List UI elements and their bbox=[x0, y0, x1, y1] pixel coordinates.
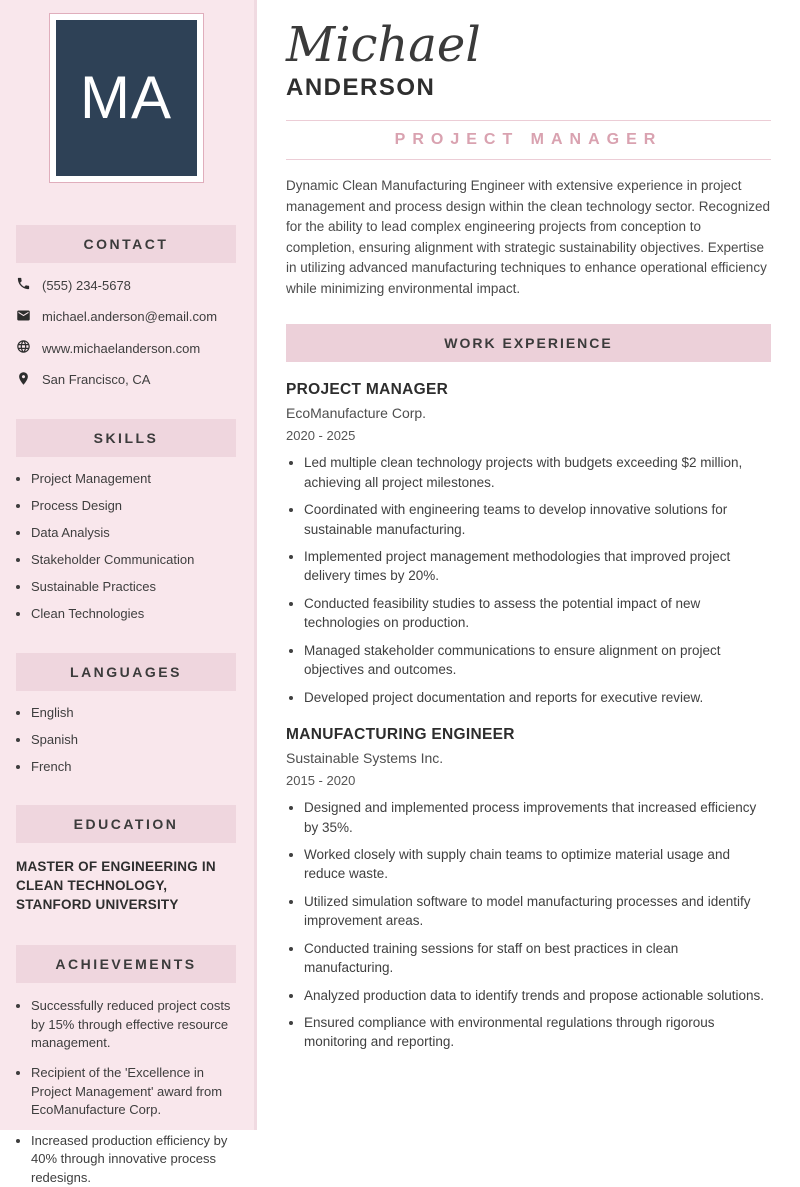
divider-bottom bbox=[286, 159, 771, 160]
contact-row-phone bbox=[16, 276, 236, 295]
contact-section-title: CONTACT bbox=[16, 225, 236, 263]
job-bullet: • Coordinated with engineering teams to develop innovative solutions for sustainable manufacturing. bbox=[304, 500, 771, 539]
contact-website-text: www.michaelanderson.com bbox=[42, 340, 201, 356]
job-dates: 2015 - 2020 bbox=[286, 773, 356, 789]
skill-item: • Sustainable Practices bbox=[31, 579, 236, 596]
language-item: • French bbox=[31, 759, 236, 776]
job-bullet: • Worked closely with supply chain teams to optimize material usage and reduce waste. bbox=[304, 845, 771, 884]
skill-item: • Process Design bbox=[31, 498, 236, 515]
avatar-monogram-box bbox=[56, 20, 197, 176]
globe-icon bbox=[16, 339, 31, 358]
job-company: Sustainable Systems Inc. bbox=[286, 750, 444, 767]
job-entry bbox=[286, 381, 771, 707]
work-experience-section-title: WORK EXPERIENCE bbox=[286, 324, 771, 362]
job-role: MANUFACTURING ENGINEER bbox=[286, 726, 515, 744]
education-section-title: EDUCATION bbox=[16, 805, 236, 843]
job-company: EcoManufacture Corp. bbox=[286, 405, 427, 422]
skills-list bbox=[16, 471, 236, 622]
professional-summary: Dynamic Clean Manufacturing Engineer with extensive experience in project management and process design within the clean technology sector. Recognized for the ability to lead complex engineering projects from conception to completion, ensuring alignment with strategic sustainability objectives. Expertise in utilizing advanced manufacturing techniques to enhance operational efficiency while minimizing environmental impact. bbox=[286, 178, 771, 296]
achievements-section-title: ACHIEVEMENTS bbox=[16, 945, 236, 983]
job-list bbox=[286, 381, 771, 1052]
job-bullet: • Implemented project management methodologies that improved project delivery times by 20%. bbox=[304, 547, 771, 586]
job-dates: 2020 - 2025 bbox=[286, 428, 356, 444]
education-degree: MASTER OF ENGINEERING IN CLEAN TECHNOLOGY, STANFORD UNIVERSITY bbox=[16, 859, 216, 913]
first-name: Michael bbox=[286, 17, 481, 73]
monogram-initials: MA bbox=[80, 64, 172, 131]
contact-phone-text: (555) 234-5678 bbox=[42, 277, 131, 293]
job-title-banner: PROJECT MANAGER bbox=[394, 131, 663, 149]
skill-item: • Project Management bbox=[31, 471, 236, 488]
main-content bbox=[257, 0, 800, 1130]
sidebar bbox=[0, 0, 257, 1185]
languages-list bbox=[16, 705, 236, 776]
location-pin-icon bbox=[16, 371, 31, 390]
contact-email-text: michael.anderson@email.com bbox=[42, 309, 218, 325]
job-bullet: • Utilized simulation software to model manufacturing processes and identify improvement areas. bbox=[304, 892, 771, 931]
languages-section-title: LANGUAGES bbox=[16, 653, 236, 691]
contact-row-website bbox=[16, 339, 236, 358]
achievements-list bbox=[16, 997, 236, 1187]
skill-item: • Stakeholder Communication bbox=[31, 552, 236, 569]
job-bullets bbox=[286, 798, 771, 1052]
job-bullet: • Analyzed production data to identify trends and propose actionable solutions. bbox=[304, 986, 771, 1005]
job-entry bbox=[286, 726, 771, 1052]
job-bullet: • Managed stakeholder communications to ensure alignment on project objectives and outcomes. bbox=[304, 641, 771, 680]
job-bullet: • Conducted feasibility studies to assess the potential impact of new technologies on production. bbox=[304, 594, 771, 633]
email-icon bbox=[16, 308, 31, 327]
achievement-item: • Recipient of the 'Excellence in Project Management' award from EcoManufacture Corp. bbox=[31, 1064, 236, 1119]
job-bullet: • Ensured compliance with environmental regulations through rigorous monitoring and reporting. bbox=[304, 1013, 771, 1052]
skill-item: • Data Analysis bbox=[31, 525, 236, 542]
language-item: • Spanish bbox=[31, 732, 236, 749]
skill-item: • Clean Technologies bbox=[31, 606, 236, 623]
achievement-item: • Successfully reduced project costs by 15% through effective resource management. bbox=[31, 997, 236, 1052]
contact-list bbox=[16, 276, 236, 389]
avatar bbox=[49, 13, 204, 183]
job-bullet: • Developed project documentation and reports for executive review. bbox=[304, 688, 771, 707]
contact-row-email bbox=[16, 308, 236, 327]
language-item: • English bbox=[31, 705, 236, 722]
last-name: ANDERSON bbox=[286, 74, 436, 102]
job-bullet: • Led multiple clean technology projects with budgets exceeding $2 million, achieving all project milestones. bbox=[304, 453, 771, 492]
job-role: PROJECT MANAGER bbox=[286, 381, 449, 399]
skills-section-title: SKILLS bbox=[16, 419, 236, 457]
contact-location-text: San Francisco, CA bbox=[42, 372, 151, 388]
phone-icon bbox=[16, 276, 31, 295]
job-bullet: • Conducted training sessions for staff on best practices in clean manufacturing. bbox=[304, 939, 771, 978]
job-bullet: • Designed and implemented process improvements that increased efficiency by 35%. bbox=[304, 798, 771, 837]
achievement-item: • Increased production efficiency by 40% through innovative process redesigns. bbox=[31, 1132, 236, 1187]
job-bullets bbox=[286, 453, 771, 707]
contact-row-location bbox=[16, 371, 236, 390]
